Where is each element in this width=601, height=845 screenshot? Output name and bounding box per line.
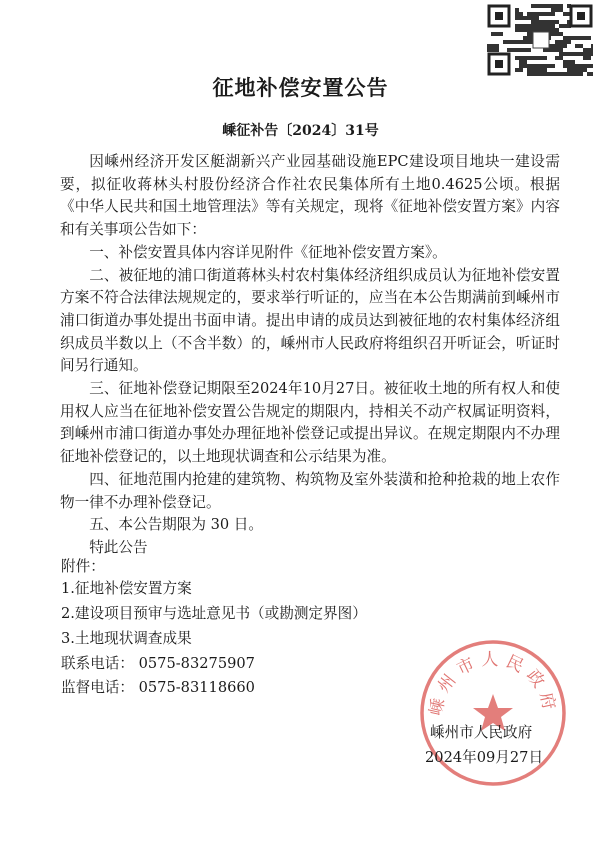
issue-date: 2024年09月27日	[425, 749, 544, 766]
document-number: 嵊征补告〔2024〕31号	[222, 123, 379, 139]
notice-body	[60, 151, 560, 560]
contact-phone: 联系电话： 0575-83275907	[61, 655, 255, 672]
supervision-phone: 监督电话： 0575-83118660	[61, 679, 255, 696]
clause-4: 四、征地范围内抢建的建筑物、构筑物及室外装潢和抢种抢栽的地上农作物一律不办理补偿登记。	[60, 470, 560, 511]
seal-text: 嵊州市人民政府	[426, 650, 560, 718]
clause-1: 一、补偿安置具体内容详见附件《征地补偿安置方案》。	[89, 243, 447, 261]
notice-title: 征地补偿安置公告	[212, 75, 389, 100]
issuer-name: 嵊州市人民政府	[430, 724, 533, 741]
attachment-item: 1.征地补偿安置方案	[61, 580, 192, 597]
attachment-item: 2.建设项目预审与选址意见书（或勘测定界图）	[61, 605, 367, 622]
attachment-item: 3.土地现状调查成果	[61, 630, 192, 647]
clause-3: 三、征地补偿登记期限至2024年10月27日。被征收土地的所有权人和使用权人应当在征地补偿安置公告规定的期限内，持相关不动产权属证明资料，到嵊州市浦口街道办事处办理征地补偿登记或提出异议。在规定期限内不办理征地补偿登记的，以土地现状调查和公示结果为准。	[60, 380, 560, 466]
intro-paragraph: 因嵊州经济开发区艇湖新兴产业园基础设施EPC建设项目地块一建设需要，拟征收蒋林头村股份经济合作社农民集体所有土地0.4625公顷。根据《中华人民共和国土地管理法》等有关规定，现将《征地补偿安置方案》内容和有关事项公告如下：	[60, 153, 560, 239]
closing-phrase: 特此公告	[89, 538, 148, 556]
clause-2: 二、被征地的浦口街道蒋林头村农村集体经济组织成员认为征地补偿安置方案不符合法律法规规定的，要求举行听证的，应当在本公告期满前到嵊州市浦口街道办事处提出书面申请。提出申请的成员达到被征地的农村集体经济组织成员半数以上（不含半数）的，嵊州市人民政府将组织召开听证会，听证时间另行通知。	[60, 266, 560, 375]
attachments-label: 附件：	[61, 558, 105, 575]
clause-5: 五、本公告期限为 30 日。	[89, 516, 263, 534]
qr-code-image	[487, 4, 593, 76]
